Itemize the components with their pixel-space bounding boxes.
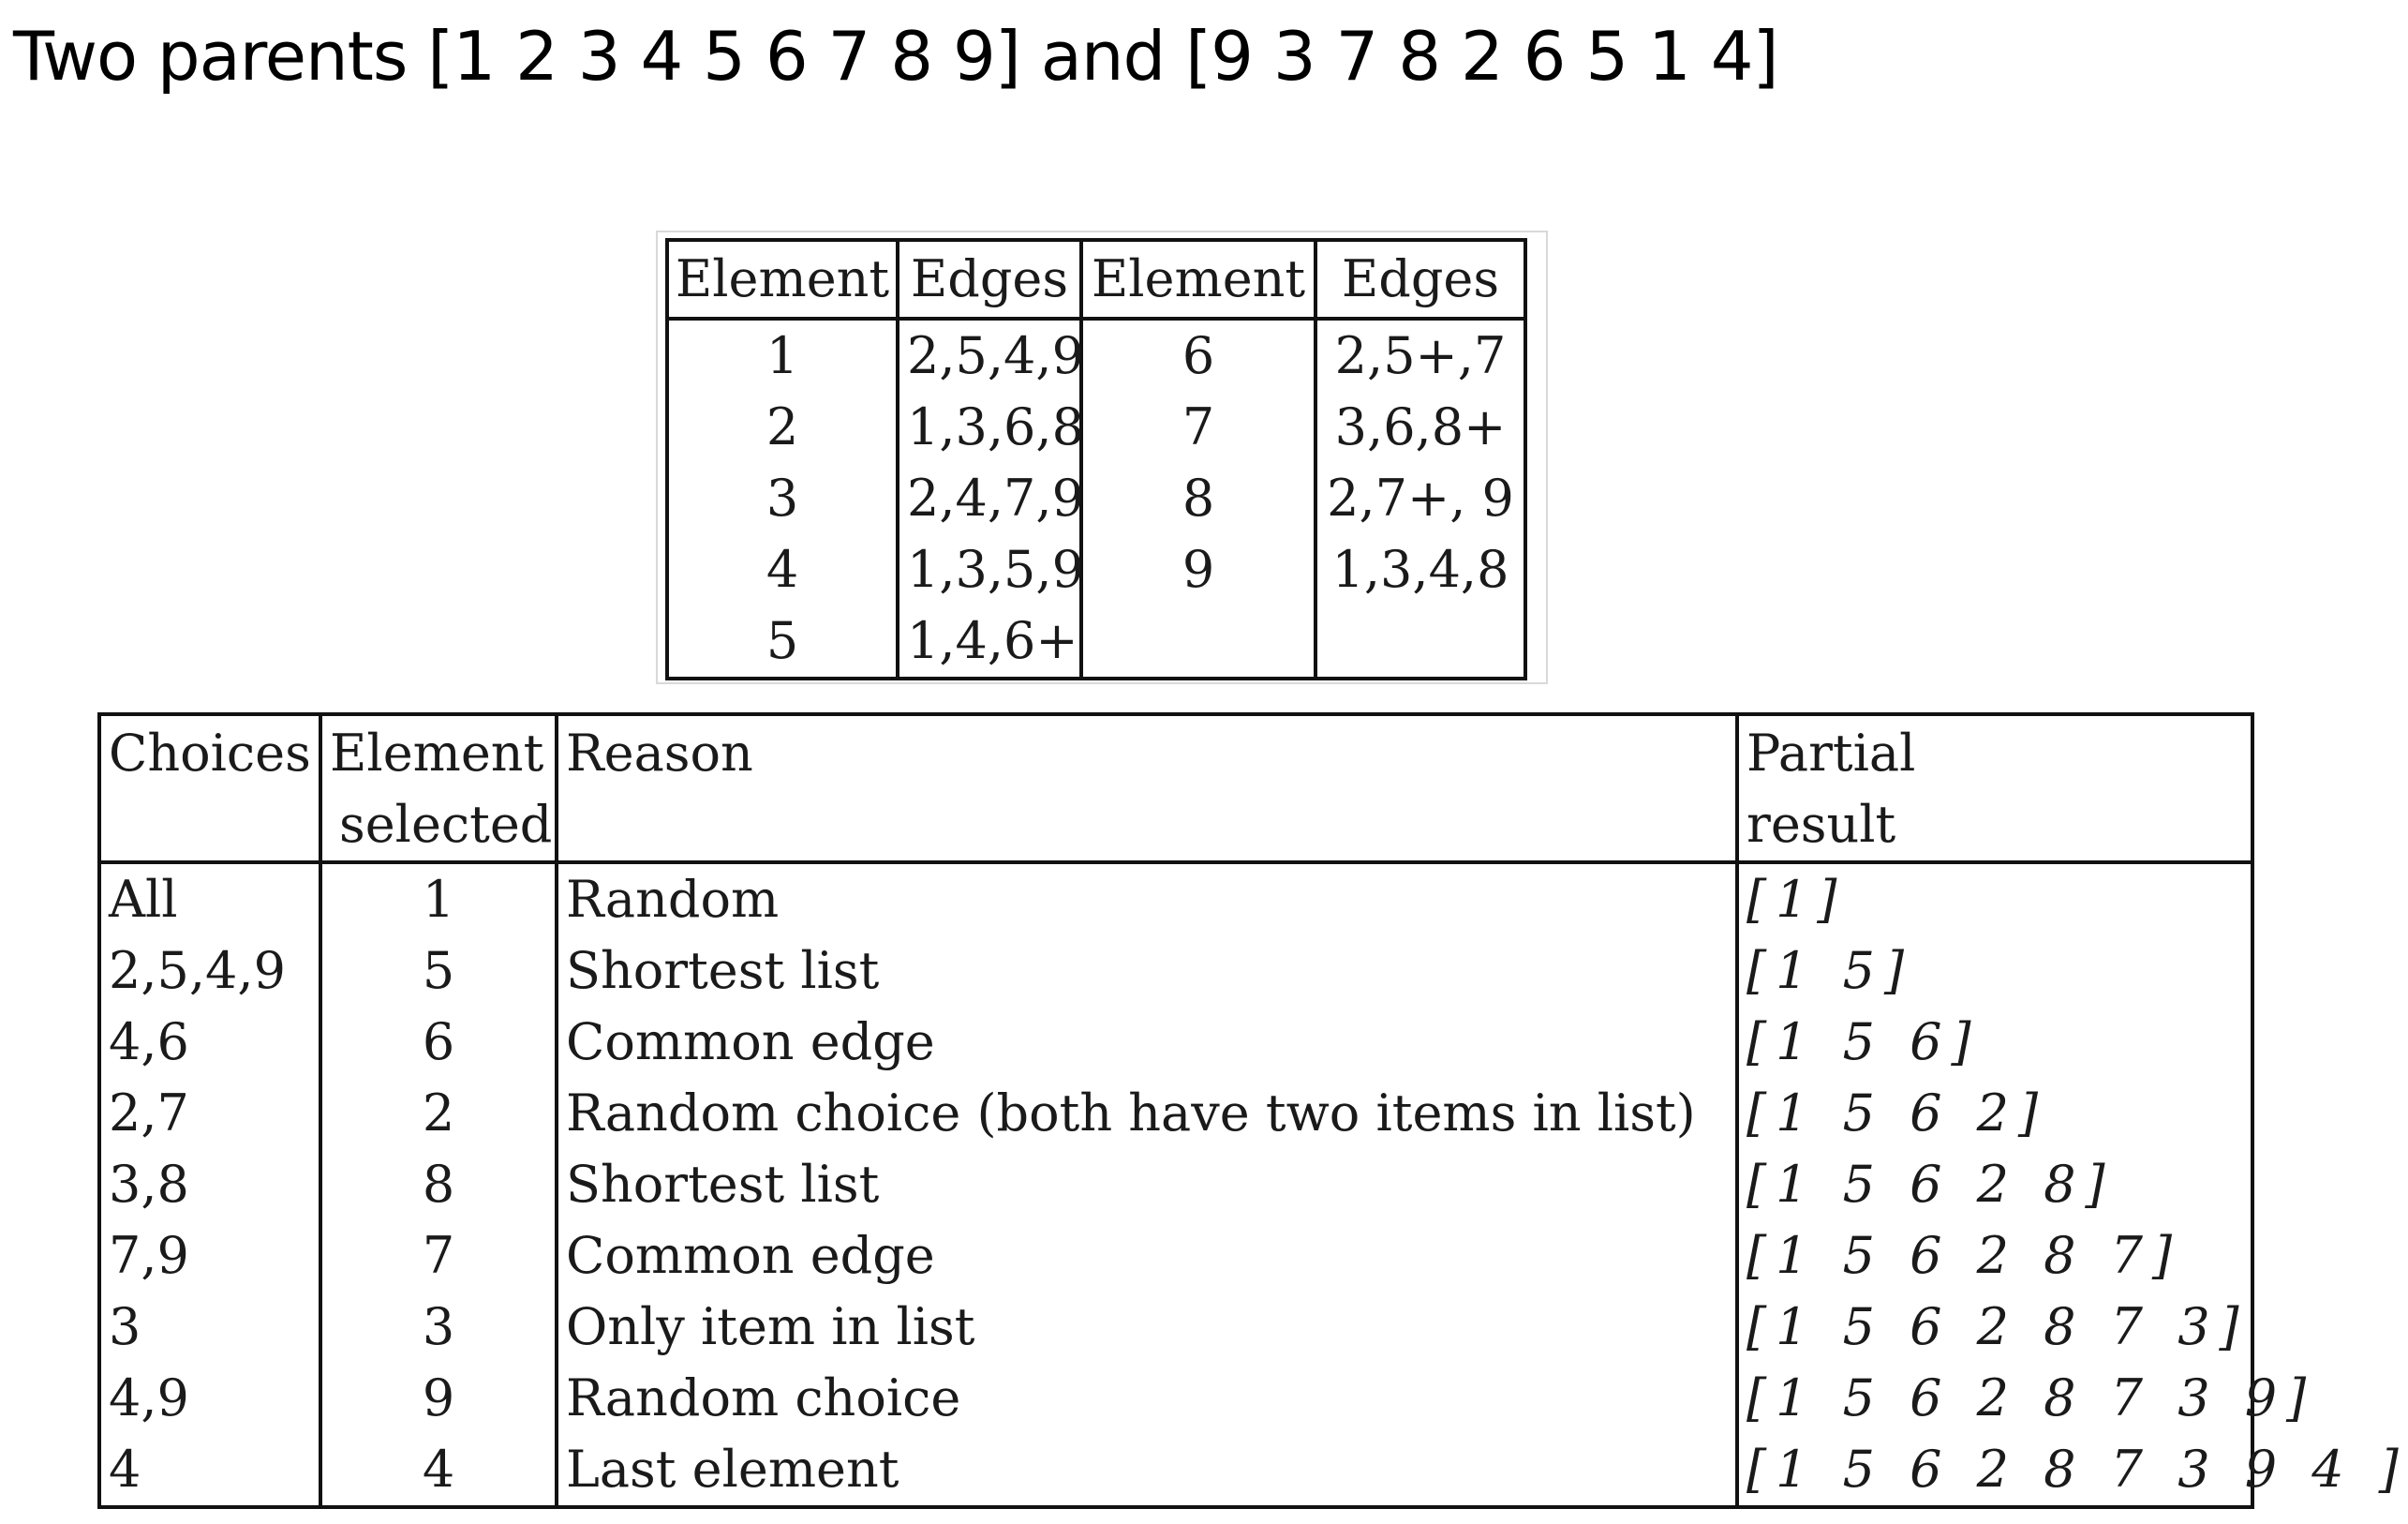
choice-partial-cell: [1] [1737, 862, 2252, 935]
choice-partial-cell: [1 5 6 2 8 7] [1737, 1220, 2252, 1292]
choice-reason-cell: Common edge [557, 1007, 1737, 1078]
edge-element-cell: 6 [1081, 319, 1315, 392]
edge-element-cell: 3 [667, 463, 898, 534]
choice-reason-cell: Last element [557, 1434, 1737, 1507]
choice-element-cell: 6 [320, 1007, 557, 1078]
edge-table-row [667, 463, 1525, 534]
choice-choices-cell: 7,9 [99, 1220, 320, 1292]
choice-header-partial-line2: result [1747, 795, 1896, 854]
edge-element-cell: 5 [667, 605, 898, 679]
edge-list-cell: 1,3,4,8 [1315, 534, 1525, 605]
edge-list-cell: 2,5,4,9 [898, 319, 1081, 392]
choice-element-cell: 3 [320, 1292, 557, 1363]
edge-table-header-row [667, 240, 1525, 319]
choice-choices-cell: 4,6 [99, 1007, 320, 1078]
edge-header-edges-2: Edges [1315, 240, 1525, 319]
choice-partial-cell: [1 5 6 2 8 7 3] [1737, 1292, 2252, 1363]
choice-header-choices-label: Choices [109, 724, 311, 783]
choice-header-reason-label: Reason [566, 724, 753, 783]
choice-element-cell: 8 [320, 1149, 557, 1220]
choice-element-cell: 5 [320, 935, 557, 1007]
choice-element-cell: 2 [320, 1078, 557, 1149]
edge-header-edges-1: Edges [898, 240, 1081, 319]
choice-header-reason [557, 714, 1737, 862]
choice-table-row [99, 935, 2252, 1007]
edge-table [665, 238, 1527, 680]
edge-list-cell: 1,3,6,8 [898, 392, 1081, 463]
edge-element-cell: 8 [1081, 463, 1315, 534]
edge-table-row [667, 392, 1525, 463]
choice-element-cell: 4 [320, 1434, 557, 1507]
edge-element-cell: 9 [1081, 534, 1315, 605]
choice-choices-cell: 4 [99, 1434, 320, 1507]
edge-list-cell: 2,7+, 9 [1315, 463, 1525, 534]
choice-partial-cell: [1 5 6 2 8 7 3 9] [1737, 1363, 2252, 1434]
edge-element-cell: 4 [667, 534, 898, 605]
choice-header-element-line2: selected [339, 795, 553, 854]
slide-title: Two parents [1 2 3 4 5 6 7 8 9] and [9 3 7 8 2 6 5 1 4] [13, 17, 1778, 96]
choice-partial-cell: [1 5 6] [1737, 1007, 2252, 1078]
edge-list-cell: 2,4,7,9 [898, 463, 1081, 534]
choice-choices-cell: 2,5,4,9 [99, 935, 320, 1007]
choice-table [97, 712, 2408, 1509]
choice-choices-cell: 2,7 [99, 1078, 320, 1149]
edge-list-cell: 1,4,6+ [898, 605, 1081, 679]
choice-choices-cell: All [99, 862, 320, 935]
edge-list-cell: 1,3,5,9 [898, 534, 1081, 605]
choice-header-element [320, 714, 557, 862]
choice-choices-cell: 4,9 [99, 1363, 320, 1434]
choice-reason-cell: Random choice [557, 1363, 1737, 1434]
choice-table-row [99, 1007, 2252, 1078]
choice-table-row [99, 1363, 2252, 1434]
choice-table-row [99, 1078, 2252, 1149]
edge-element-cell [1081, 605, 1315, 679]
edge-element-cell: 1 [667, 319, 898, 392]
choice-element-cell: 1 [320, 862, 557, 935]
choice-table-row [99, 1220, 2252, 1292]
edge-list-cell: 3,6,8+ [1315, 392, 1525, 463]
choice-choices-cell: 3 [99, 1292, 320, 1363]
edge-element-cell: 2 [667, 392, 898, 463]
choice-header-partial [1737, 714, 2252, 862]
choice-reason-cell: Shortest list [557, 1149, 1737, 1220]
choice-header-element-line1: Element [330, 724, 544, 783]
choice-table-row [99, 862, 2252, 935]
choice-table-row [99, 1292, 2252, 1363]
choice-partial-cell: [1 5 6 2] [1737, 1078, 2252, 1149]
choice-table-row [99, 1434, 2252, 1507]
choice-element-cell: 9 [320, 1363, 557, 1434]
edge-header-element-2: Element [1081, 240, 1315, 319]
choice-reason-cell: Random [557, 862, 1737, 935]
choice-reason-cell: Shortest list [557, 935, 1737, 1007]
edge-header-element-1: Element [667, 240, 898, 319]
choice-reason-cell: Only item in list [557, 1292, 1737, 1363]
choice-choices-cell: 3,8 [99, 1149, 320, 1220]
choice-header-choices [99, 714, 320, 862]
choice-table-header-row [99, 714, 2252, 862]
edge-element-cell: 7 [1081, 392, 1315, 463]
choice-element-cell: 7 [320, 1220, 557, 1292]
choice-partial-cell: [1 5] [1737, 935, 2252, 1007]
choice-partial-cell: [1 5 6 2 8] [1737, 1149, 2252, 1220]
choice-table-row [99, 1149, 2252, 1220]
edge-table-row [667, 319, 1525, 392]
choice-reason-cell: Random choice (both have two items in list) [557, 1078, 1737, 1149]
edge-table-row [667, 534, 1525, 605]
choice-header-partial-line1: Partial [1747, 724, 1916, 783]
edge-list-cell: 2,5+,7 [1315, 319, 1525, 392]
edge-table-row [667, 605, 1525, 679]
edge-list-cell [1315, 605, 1525, 679]
choice-reason-cell: Common edge [557, 1220, 1737, 1292]
choice-partial-cell: [1 5 6 2 8 7 3 9 4 ] [1737, 1434, 2252, 1507]
